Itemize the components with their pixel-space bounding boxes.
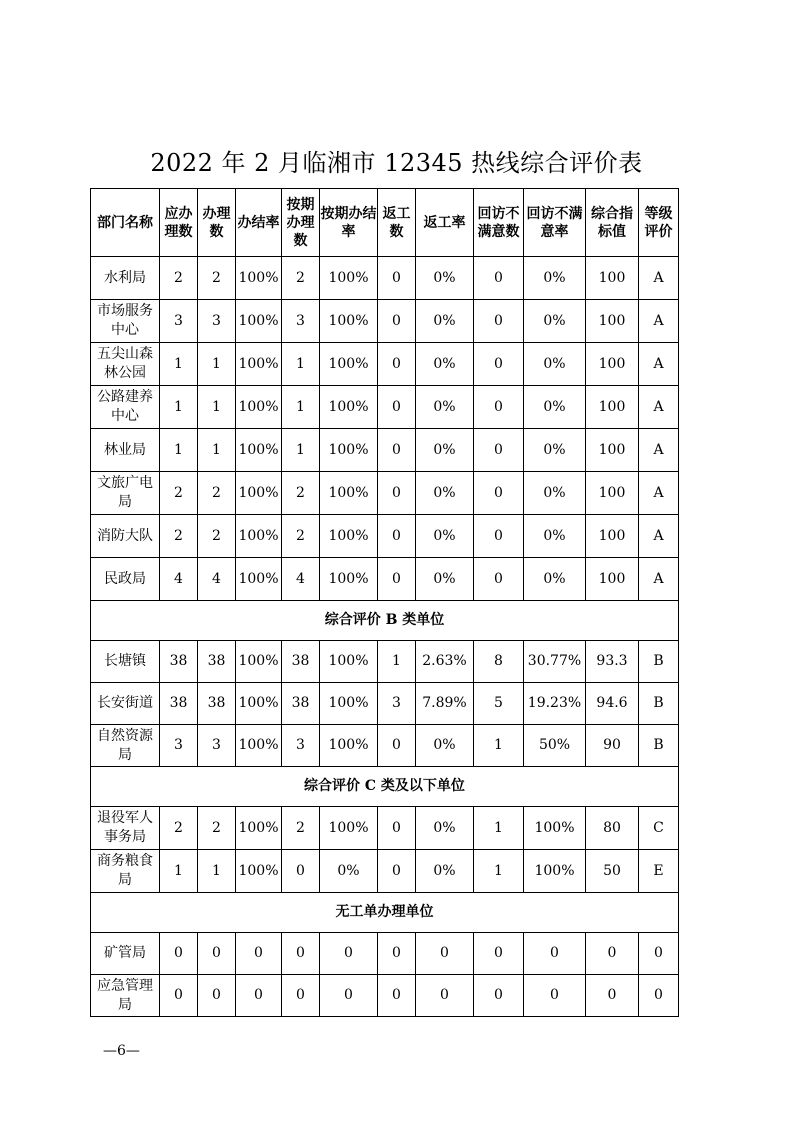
table-row [91,933,679,975]
value-cell: 1 [198,429,236,472]
value-cell: 1 [160,343,198,386]
value-cell: 0 [524,975,586,1017]
value-cell: 3 [378,683,416,725]
value-cell: 100 [586,343,639,386]
department-name-cell: 退役军人事务局 [91,807,160,850]
value-cell: 2 [198,515,236,558]
value-cell: 0 [474,386,524,429]
value-cell: 100% [320,343,378,386]
value-cell: 100% [236,429,282,472]
table-row [91,300,679,343]
value-cell: 0 [236,933,282,975]
value-cell: 1 [282,343,320,386]
section-row [91,767,679,807]
value-cell: 3 [198,725,236,767]
value-cell: A [639,257,679,300]
value-cell: B [639,725,679,767]
value-cell: 100% [320,300,378,343]
value-cell: 1 [198,343,236,386]
section-row [91,893,679,933]
value-cell: 2 [282,257,320,300]
value-cell: 0% [416,257,474,300]
value-cell: 0% [416,850,474,893]
value-cell: 1 [160,429,198,472]
value-cell: 0 [416,975,474,1017]
table-row [91,641,679,683]
value-cell: 50% [524,725,586,767]
value-cell: 0 [524,933,586,975]
header-row [91,189,679,257]
value-cell: 0 [416,933,474,975]
value-cell: 100% [524,850,586,893]
value-cell: 0 [378,343,416,386]
section-heading: 综合评价 C 类及以下单位 [91,767,679,807]
value-cell: 0 [378,386,416,429]
value-cell: 0 [160,975,198,1017]
value-cell: 100 [586,558,639,601]
value-cell: 0 [282,850,320,893]
value-cell: 0 [474,300,524,343]
value-cell: 38 [282,683,320,725]
value-cell: 0 [474,975,524,1017]
value-cell: 0% [524,515,586,558]
value-cell: A [639,515,679,558]
value-cell: 100% [320,515,378,558]
value-cell: 1 [198,386,236,429]
value-cell: 100% [320,641,378,683]
value-cell: A [639,300,679,343]
value-cell: 0 [378,850,416,893]
value-cell: 1 [474,725,524,767]
value-cell: 100% [320,472,378,515]
value-cell: 100% [236,300,282,343]
department-name-cell: 长塘镇 [91,641,160,683]
value-cell: 0% [416,343,474,386]
value-cell: 0 [378,257,416,300]
column-header: 综合指标值 [586,189,639,257]
value-cell: 0 [282,975,320,1017]
department-name-cell: 矿管局 [91,933,160,975]
value-cell: 1 [474,807,524,850]
value-cell: 30.77% [524,641,586,683]
value-cell: 0% [524,386,586,429]
department-name-cell: 消防大队 [91,515,160,558]
value-cell: 1 [160,850,198,893]
value-cell: 0% [524,343,586,386]
value-cell: 100% [236,683,282,725]
value-cell: 38 [198,641,236,683]
value-cell: 0 [378,472,416,515]
value-cell: 90 [586,725,639,767]
department-name-cell: 长安街道 [91,683,160,725]
table-row [91,725,679,767]
evaluation-table [90,188,679,1017]
value-cell: 0 [378,975,416,1017]
value-cell: 3 [160,300,198,343]
table-row [91,429,679,472]
value-cell: 0% [416,386,474,429]
value-cell: 100% [236,807,282,850]
value-cell: 50 [586,850,639,893]
value-cell: 2 [282,472,320,515]
value-cell: B [639,641,679,683]
department-name-cell: 五尖山森林公园 [91,343,160,386]
department-name-cell: 林业局 [91,429,160,472]
value-cell: 0 [378,515,416,558]
value-cell: 100% [236,515,282,558]
page-title: 2022 年 2 月临湘市 12345 热线综合评价表 [150,149,643,177]
column-header: 返工数 [378,189,416,257]
value-cell: 0% [416,807,474,850]
table-row [91,850,679,893]
value-cell: 0 [474,429,524,472]
value-cell: 4 [198,558,236,601]
department-name-cell: 公路建养中心 [91,386,160,429]
value-cell: 80 [586,807,639,850]
table-row [91,386,679,429]
value-cell: 4 [282,558,320,601]
department-name-cell: 自然资源局 [91,725,160,767]
table-row [91,343,679,386]
value-cell: 3 [198,300,236,343]
page-number: —6— [103,1043,140,1059]
value-cell: 8 [474,641,524,683]
column-header: 办结率 [236,189,282,257]
value-cell: 100% [236,558,282,601]
table-row [91,975,679,1017]
value-cell: A [639,386,679,429]
value-cell: 0% [524,472,586,515]
value-cell: 2 [282,515,320,558]
value-cell: 0 [378,725,416,767]
value-cell: A [639,429,679,472]
value-cell: 0% [416,429,474,472]
value-cell: 2 [160,472,198,515]
department-name-cell: 文旅广电局 [91,472,160,515]
column-header: 办理数 [198,189,236,257]
value-cell: 100% [320,257,378,300]
department-name-cell: 市场服务中心 [91,300,160,343]
value-cell: 100% [320,429,378,472]
value-cell: 100% [524,807,586,850]
value-cell: 2.63% [416,641,474,683]
value-cell: 19.23% [524,683,586,725]
value-cell: 3 [282,300,320,343]
value-cell: 94.6 [586,683,639,725]
value-cell: 0% [524,300,586,343]
table-row [91,683,679,725]
department-name-cell: 商务粮食局 [91,850,160,893]
value-cell: 93.3 [586,641,639,683]
value-cell: 0% [524,257,586,300]
value-cell: 0% [416,472,474,515]
value-cell: 0 [474,257,524,300]
value-cell: 100% [236,343,282,386]
value-cell: 3 [282,725,320,767]
value-cell: 2 [198,807,236,850]
value-cell: 100% [320,683,378,725]
value-cell: 0 [378,429,416,472]
value-cell: 38 [198,683,236,725]
value-cell: 38 [160,641,198,683]
value-cell: 0 [474,343,524,386]
value-cell: 0% [416,300,474,343]
value-cell: 7.89% [416,683,474,725]
value-cell: 2 [282,807,320,850]
value-cell: 2 [160,807,198,850]
value-cell: 0 [198,975,236,1017]
value-cell: 100% [236,386,282,429]
value-cell: A [639,343,679,386]
value-cell: 100% [236,257,282,300]
value-cell: 0% [416,725,474,767]
value-cell: 0 [474,558,524,601]
value-cell: 0 [198,933,236,975]
department-name-cell: 民政局 [91,558,160,601]
value-cell: 38 [282,641,320,683]
section-heading: 综合评价 B 类单位 [91,601,679,641]
value-cell: 2 [198,257,236,300]
value-cell: 0% [416,558,474,601]
value-cell: 1 [282,429,320,472]
value-cell: 0 [378,558,416,601]
value-cell: 100% [236,641,282,683]
value-cell: 100% [320,807,378,850]
value-cell: B [639,683,679,725]
value-cell: 100 [586,472,639,515]
value-cell: 100% [236,725,282,767]
value-cell: 100 [586,257,639,300]
value-cell: C [639,807,679,850]
table-row [91,558,679,601]
value-cell: 0 [282,933,320,975]
department-name-cell: 水利局 [91,257,160,300]
column-header: 按期办结率 [320,189,378,257]
value-cell: 100 [586,429,639,472]
value-cell: A [639,472,679,515]
value-cell: 100% [236,472,282,515]
value-cell: 4 [160,558,198,601]
value-cell: 0 [474,933,524,975]
value-cell: 0 [320,975,378,1017]
column-header: 部门名称 [91,189,160,257]
department-name-cell: 应急管理局 [91,975,160,1017]
value-cell: 0% [416,515,474,558]
value-cell: 2 [160,257,198,300]
value-cell: 0 [586,975,639,1017]
value-cell: 3 [160,725,198,767]
value-cell: 0 [474,472,524,515]
value-cell: 100% [320,558,378,601]
value-cell: 1 [160,386,198,429]
table-row [91,257,679,300]
value-cell: E [639,850,679,893]
value-cell: 0% [320,850,378,893]
section-heading: 无工单办理单位 [91,893,679,933]
value-cell: 100 [586,300,639,343]
value-cell: 0 [236,975,282,1017]
value-cell: 100 [586,386,639,429]
value-cell: 0 [160,933,198,975]
value-cell: 1 [198,850,236,893]
value-cell: 0 [639,933,679,975]
column-header: 回访不满意率 [524,189,586,257]
value-cell: 100% [236,850,282,893]
column-header: 等级评价 [639,189,679,257]
value-cell: 0% [524,558,586,601]
value-cell: 0 [320,933,378,975]
value-cell: 5 [474,683,524,725]
column-header: 返工率 [416,189,474,257]
value-cell: 1 [474,850,524,893]
value-cell: 38 [160,683,198,725]
value-cell: 0 [378,300,416,343]
section-row [91,601,679,641]
column-header: 应办理数 [160,189,198,257]
value-cell: 0 [378,933,416,975]
value-cell: 1 [282,386,320,429]
table-row [91,472,679,515]
value-cell: 100 [586,515,639,558]
value-cell: 1 [378,641,416,683]
table-row [91,515,679,558]
value-cell: 100% [320,386,378,429]
value-cell: 0 [378,807,416,850]
table-row [91,807,679,850]
value-cell: 0% [524,429,586,472]
column-header: 回访不满意数 [474,189,524,257]
column-header: 按期办理数 [282,189,320,257]
value-cell: 100% [320,725,378,767]
value-cell: 2 [198,472,236,515]
value-cell: 0 [474,515,524,558]
value-cell: 0 [586,933,639,975]
value-cell: 2 [160,515,198,558]
value-cell: A [639,558,679,601]
value-cell: 0 [639,975,679,1017]
